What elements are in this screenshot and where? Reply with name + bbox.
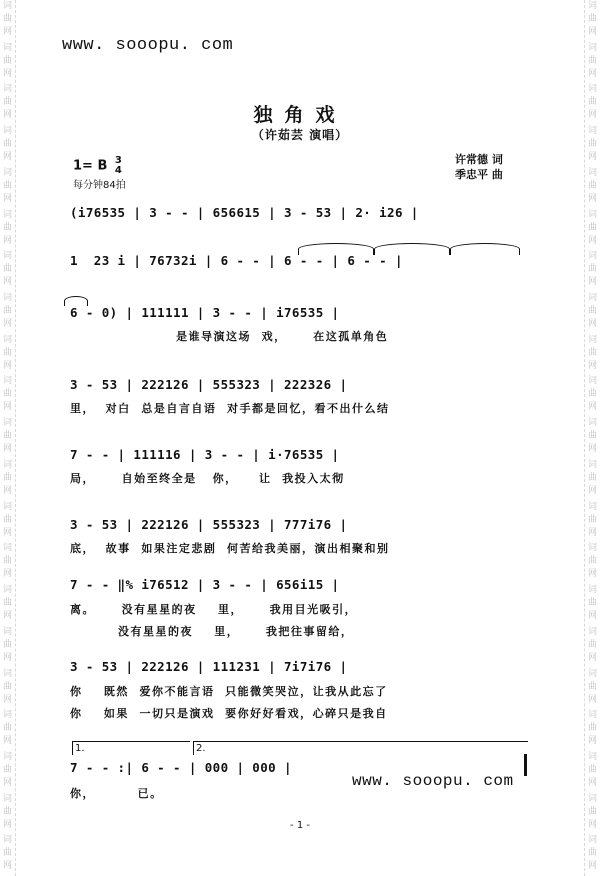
notation-row-4: 3 - 53 | 222126 | 555323 | 222326 |	[70, 377, 348, 392]
watermark-char: 曲	[587, 848, 597, 859]
watermark-char: 网	[2, 611, 12, 622]
site-url-footer: www. sooopu. com	[352, 772, 514, 790]
watermark-char: 曲	[2, 681, 12, 692]
watermark-char: 网	[587, 319, 597, 330]
watermark-char: 网	[2, 819, 12, 830]
watermark-char: 曲	[587, 806, 597, 817]
first-ending-label: 1.	[75, 743, 85, 754]
watermark-char: 词	[2, 543, 12, 554]
watermark-char: 词	[587, 126, 597, 137]
notation-row-1: (i76535 | 3 - - | 656615 | 3 - 53 | 2· i26 |	[70, 205, 419, 220]
notation-row-5: 7 - - | 111116 | 3 - - | i·76535 |	[70, 447, 340, 462]
key-label: 1= B	[73, 158, 108, 174]
watermark-char: 词	[587, 751, 597, 762]
watermark-char: 词	[587, 418, 597, 429]
watermark-char: 网	[2, 360, 12, 371]
time-bottom: 4	[114, 165, 122, 176]
watermark-char: 词	[2, 376, 12, 387]
watermark-char: 词	[587, 334, 597, 345]
watermark-char: 网	[2, 527, 12, 538]
watermark-char: 网	[2, 861, 12, 872]
watermark-char: 曲	[587, 264, 597, 275]
watermark-char: 曲	[587, 222, 597, 233]
watermark-char: 网	[2, 277, 12, 288]
song-performer: （许茹芸 演唱）	[251, 128, 349, 142]
watermark-char: 词	[587, 293, 597, 304]
lyrics-row-4: 里， 对白 总是自言自语 对手都是回忆，看不出什么结	[70, 402, 390, 415]
notation-row-3: 6 - 0) | 111111 | 3 - - | i76535 |	[70, 305, 340, 320]
watermark-char: 曲	[587, 97, 597, 108]
watermark-char: 曲	[2, 306, 12, 317]
watermark-char: 网	[2, 68, 12, 79]
watermark-char: 词	[2, 585, 12, 596]
watermark-char: 曲	[587, 431, 597, 442]
watermark-char: 网	[587, 777, 597, 788]
watermark-char: 网	[587, 694, 597, 705]
watermark-char: 词	[2, 668, 12, 679]
lyrics-row-9: 你， 已。	[70, 787, 163, 800]
notation-row-8: 3 - 53 | 222126 | 111231 | 7i7i76 |	[70, 659, 348, 674]
watermark-char: 曲	[2, 764, 12, 775]
watermark-char: 曲	[2, 389, 12, 400]
watermark-char: 词	[2, 293, 12, 304]
watermark-char: 曲	[2, 556, 12, 567]
notation-row-7: 7 - - ‖% i76512 | 3 - - | 656i15 |	[70, 577, 340, 592]
watermark-char: 网	[2, 193, 12, 204]
watermark-char: 网	[2, 444, 12, 455]
watermark-char: 词	[2, 501, 12, 512]
tie-mark	[450, 243, 520, 255]
watermark-char: 词	[587, 459, 597, 470]
watermark-char: 曲	[2, 598, 12, 609]
watermark-char: 词	[587, 209, 597, 220]
watermark-char: 曲	[2, 848, 12, 859]
tie-mark	[374, 243, 450, 255]
watermark-char: 词	[587, 835, 597, 846]
watermark-char: 网	[2, 152, 12, 163]
watermark-char: 网	[587, 402, 597, 413]
watermark-char: 词	[587, 1, 597, 11]
watermark-char: 网	[587, 569, 597, 580]
watermark-char: 曲	[587, 389, 597, 400]
notation-row-9: 7 - - :| 6 - - | 000 | 000 |	[70, 760, 292, 775]
watermark-char: 网	[2, 694, 12, 705]
second-ending-bracket	[193, 741, 528, 755]
lyrics-row-5: 局， 自始至终全是 你， 让 我投入太彻	[70, 472, 345, 485]
watermark-char: 曲	[2, 139, 12, 150]
watermark-char: 曲	[587, 598, 597, 609]
watermark-char: 网	[2, 569, 12, 580]
watermark-char: 曲	[2, 806, 12, 817]
final-barline	[524, 754, 527, 776]
watermark-char: 网	[587, 527, 597, 538]
first-ending-bracket	[72, 741, 190, 755]
lyrics-row-8b: 你 如果 一切只是演戏 要你好好看戏，心碎只是我自	[70, 707, 388, 720]
watermark-char: 曲	[2, 472, 12, 483]
watermark-char: 网	[2, 485, 12, 496]
watermark-char: 曲	[587, 306, 597, 317]
watermark-char: 词	[2, 418, 12, 429]
lyrics-row-8a: 你 既然 爱你不能言语 只能微笑哭泣，让我从此忘了	[70, 685, 388, 698]
watermark-char: 网	[587, 27, 597, 37]
notation-row-2: 1 23 i | 76732i | 6 - - | 6 - - | 6 - - |	[70, 253, 403, 268]
song-title: 独角戏	[253, 104, 347, 126]
watermark-char: 网	[2, 319, 12, 330]
watermark-char: 曲	[587, 180, 597, 191]
watermark-char: 曲	[587, 472, 597, 483]
watermark-char: 词	[587, 84, 597, 95]
page-number: - 1 -	[290, 820, 310, 831]
watermark-char: 曲	[587, 764, 597, 775]
watermark-char: 网	[587, 360, 597, 371]
watermark-char: 网	[587, 277, 597, 288]
watermark-char: 曲	[2, 14, 12, 24]
watermark-char: 曲	[2, 55, 12, 66]
watermark-char: 网	[2, 652, 12, 663]
lyrics-row-6: 底， 故事 如果注定悲剧 何苦给我美丽，演出相聚和别	[70, 542, 390, 555]
watermark-char: 词	[2, 793, 12, 804]
watermark-char: 词	[587, 668, 597, 679]
watermark-char: 词	[2, 334, 12, 345]
watermark-char: 曲	[587, 55, 597, 66]
notation-row-6: 3 - 53 | 222126 | 555323 | 777i76 |	[70, 517, 348, 532]
watermark-char: 网	[2, 235, 12, 246]
watermark-char: 曲	[587, 347, 597, 358]
watermark-char: 曲	[587, 556, 597, 567]
watermark-char: 曲	[2, 639, 12, 650]
watermark-char: 词	[2, 42, 12, 53]
watermark-char: 词	[2, 209, 12, 220]
composer-credit: 季忠平 曲	[455, 168, 503, 181]
watermark-char: 网	[587, 861, 597, 872]
watermark-char: 词	[587, 626, 597, 637]
tie-mark	[298, 243, 374, 255]
watermark-char: 曲	[2, 431, 12, 442]
watermark-char: 曲	[587, 723, 597, 734]
site-url-header: www. sooopu. com	[62, 36, 234, 55]
watermark-char: 词	[587, 501, 597, 512]
time-top: 3	[114, 155, 122, 166]
watermark-char: 网	[587, 819, 597, 830]
watermark-char: 曲	[2, 180, 12, 191]
watermark-char: 曲	[587, 14, 597, 24]
watermark-char: 网	[2, 402, 12, 413]
watermark-char: 曲	[2, 723, 12, 734]
watermark-char: 网	[2, 777, 12, 788]
watermark-char: 词	[2, 835, 12, 846]
watermark-char: 曲	[2, 222, 12, 233]
watermark-char: 曲	[587, 514, 597, 525]
watermark-char: 网	[587, 611, 597, 622]
watermark-char: 曲	[587, 139, 597, 150]
watermark-char: 词	[587, 793, 597, 804]
second-ending-label: 2.	[196, 743, 206, 754]
watermark-char: 词	[587, 543, 597, 554]
watermark-char: 曲	[2, 347, 12, 358]
watermark-char: 词	[2, 1, 12, 11]
watermark-char: 网	[587, 193, 597, 204]
watermark-char: 词	[2, 251, 12, 262]
watermark-char: 曲	[2, 264, 12, 275]
watermark-char: 词	[2, 710, 12, 721]
watermark-char: 词	[587, 251, 597, 262]
watermark-char: 网	[2, 736, 12, 747]
tempo-marking: 每分钟84拍	[73, 180, 126, 191]
watermark-char: 曲	[2, 514, 12, 525]
lyrics-row-7a: 离。 没有星星的夜 里， 我用目光吸引，	[70, 603, 358, 616]
key-signature	[73, 156, 122, 176]
watermark-char: 网	[587, 152, 597, 163]
lyricist-credit: 许常德 词	[455, 153, 503, 166]
watermark-char: 曲	[587, 639, 597, 650]
watermark-char: 词	[2, 751, 12, 762]
watermark-char: 词	[2, 167, 12, 178]
watermark-char: 网	[587, 110, 597, 121]
watermark-char: 词	[587, 585, 597, 596]
watermark-char: 网	[587, 652, 597, 663]
lyrics-row-3: 是谁导演这场 戏， 在这孤单角色	[176, 330, 389, 343]
watermark-char: 网	[587, 68, 597, 79]
watermark-char: 词	[587, 42, 597, 53]
watermark-char: 网	[2, 27, 12, 37]
watermark-char: 网	[587, 485, 597, 496]
watermark-char: 曲	[2, 97, 12, 108]
watermark-char: 网	[587, 736, 597, 747]
watermark-char: 曲	[587, 681, 597, 692]
watermark-char: 网	[2, 110, 12, 121]
watermark-char: 词	[2, 626, 12, 637]
watermark-char: 词	[2, 126, 12, 137]
watermark-char: 网	[587, 444, 597, 455]
watermark-char: 词	[2, 84, 12, 95]
watermark-char: 网	[587, 235, 597, 246]
lyrics-row-7b: 没有星星的夜 里， 我把往事留给，	[70, 625, 354, 638]
watermark-char: 词	[587, 167, 597, 178]
time-signature	[115, 156, 122, 176]
watermark-char: 词	[587, 376, 597, 387]
watermark-char: 词	[587, 710, 597, 721]
watermark-char: 词	[2, 459, 12, 470]
